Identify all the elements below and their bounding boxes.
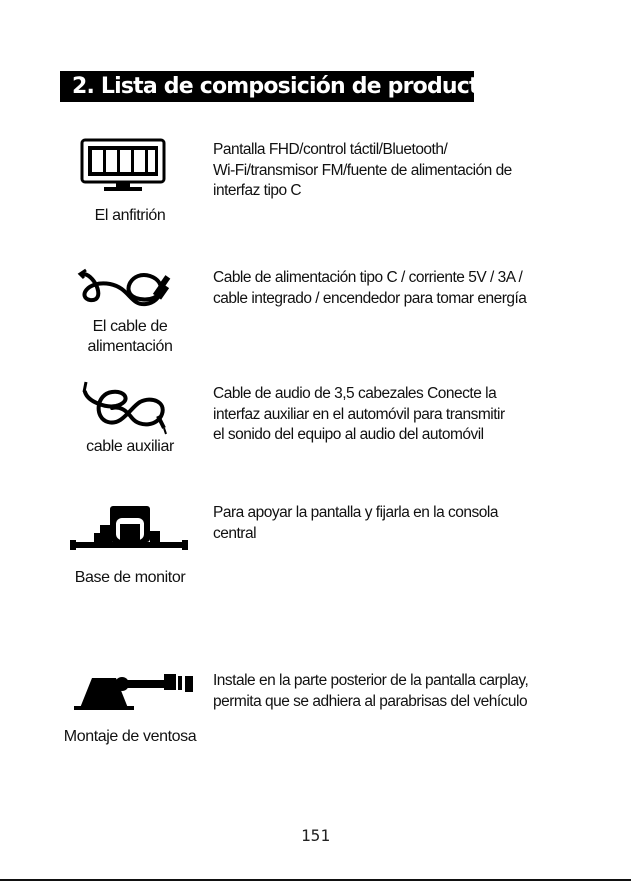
power-cable-icon	[76, 262, 172, 312]
item-description-aux-cable: Cable de audio de 3,5 cabezales Conecte la interfaz auxiliar en el automóvil para transmitir el sonido del equipo al audio del automóvil	[213, 385, 505, 443]
suction-mount-icon	[66, 668, 198, 714]
bottom-divider	[0, 879, 631, 881]
monitor-icon	[80, 138, 166, 194]
item-description-monitor-base: Para apoyar la pantalla y fijarla en la consola central	[213, 504, 498, 542]
monitor-base-icon	[70, 503, 188, 553]
item-description-host: Pantalla FHD/control táctil/Bluetooth/ Wi-Fi/transmisor FM/fuente de alimentación de interfaz tipo C	[213, 141, 512, 199]
item-label-host: El anfitrión	[94, 207, 166, 224]
aux-cable-icon	[76, 378, 172, 436]
section-title: 2. Lista de composición de productos	[60, 71, 474, 102]
item-label-power-cable: El cable de alimentación	[87, 318, 173, 355]
page-number: 151	[301, 826, 330, 845]
item-description-suction-mount: Instale en la parte posterior de la pantalla carplay, permita que se adhiera al parabrisas del vehículo	[213, 672, 529, 710]
item-label-monitor-base: Base de monitor	[74, 569, 186, 586]
item-description-power-cable: Cable de alimentación tipo C / corriente 5V / 3A / cable integrado / encendedor para tomar energía	[213, 269, 527, 307]
item-label-aux-cable: cable auxiliar	[86, 438, 174, 455]
item-label-suction-mount: Montaje de ventosa	[63, 728, 197, 745]
